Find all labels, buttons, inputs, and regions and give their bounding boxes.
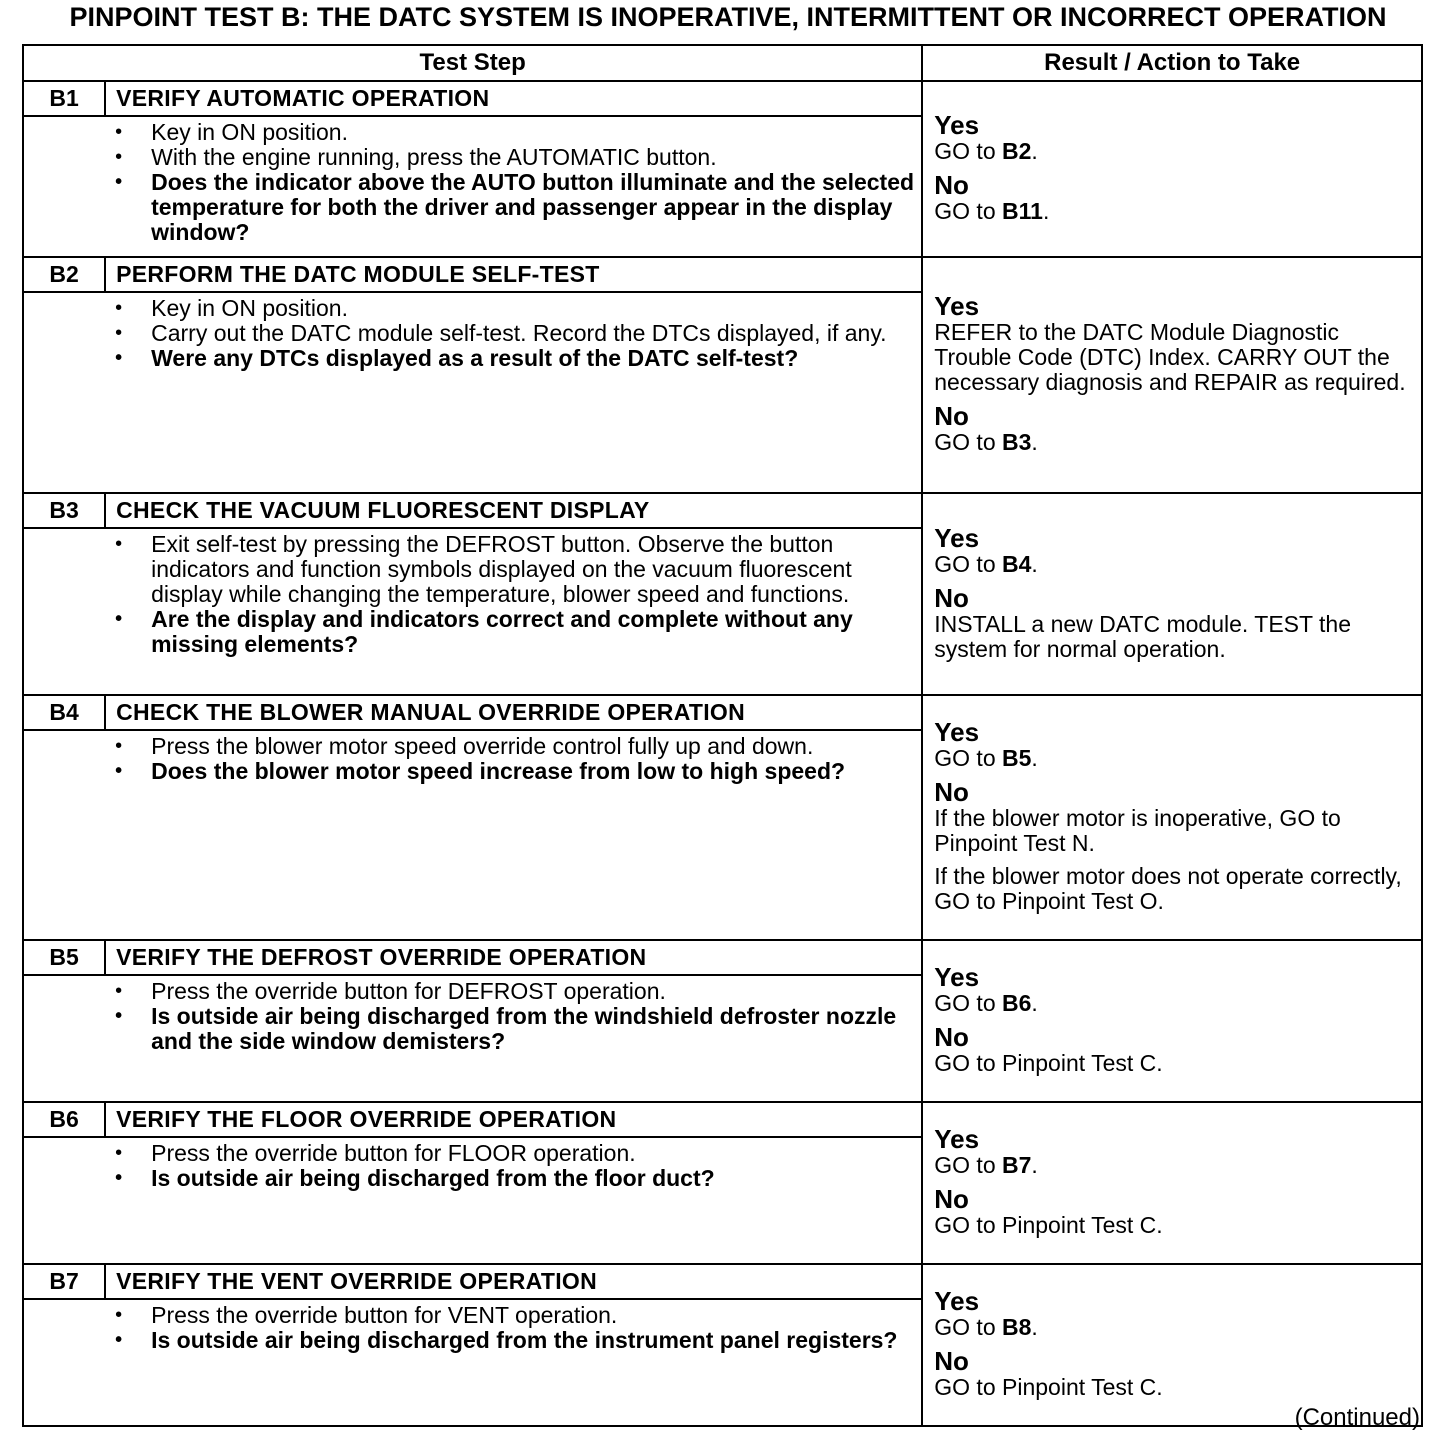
yes-prefix: GO to bbox=[934, 990, 1003, 1016]
continued-note: (Continued) bbox=[1294, 1404, 1420, 1431]
step-heading: VERIFY THE VENT OVERRIDE OPERATION bbox=[105, 1264, 922, 1299]
instruction-list bbox=[113, 1141, 915, 1191]
yes-step-ref: B6 bbox=[1002, 990, 1032, 1016]
step-heading-row bbox=[23, 1102, 1422, 1137]
yes-suffix: . bbox=[1031, 138, 1038, 164]
yes-label: Yes bbox=[934, 291, 980, 321]
step-id: B4 bbox=[23, 695, 105, 730]
no-suffix: . bbox=[1042, 198, 1050, 224]
instruction-item: • Press the override button for VENT operation. bbox=[113, 1303, 915, 1328]
instruction-item: • Key in ON position. bbox=[113, 120, 915, 145]
yes-label: Yes bbox=[934, 717, 980, 747]
yes-action bbox=[934, 1315, 1415, 1340]
yes-label: Yes bbox=[934, 1286, 980, 1316]
yes-prefix: GO to bbox=[934, 1314, 1003, 1340]
step-heading: CHECK THE BLOWER MANUAL OVERRIDE OPERATION bbox=[105, 695, 922, 730]
step-heading-row bbox=[23, 940, 1422, 975]
yes-label: Yes bbox=[934, 522, 980, 553]
table-header-row bbox=[23, 45, 1422, 81]
instruction-question: • Does the indicator above the AUTO button illuminate and the selected temperature for both the driver and passenger appear in the display window? bbox=[113, 170, 915, 245]
header-result: Result / Action to Take bbox=[922, 45, 1422, 81]
step-id: B6 bbox=[23, 1102, 105, 1137]
no-action: GO to Pinpoint Test C. bbox=[934, 1374, 1163, 1400]
no-suffix: . bbox=[1031, 429, 1038, 455]
step-result bbox=[922, 940, 1422, 1102]
instruction-item: • Press the override button for FLOOR operation. bbox=[113, 1141, 915, 1166]
instruction-item: • Press the override button for DEFROST operation. bbox=[113, 979, 915, 1004]
step-id-blank bbox=[23, 730, 105, 940]
step-heading-row bbox=[23, 257, 1422, 292]
step-instructions bbox=[105, 730, 922, 940]
step-result bbox=[922, 257, 1422, 493]
no-label: No bbox=[934, 582, 969, 613]
instruction-item: • Press the blower motor speed override control fully up and down. bbox=[113, 734, 915, 759]
instruction-item: • Exit self-test by pressing the DEFROST button. Observe the button indicators and function symbols displayed on the vacuum fluorescent display while changing the temperature, blower speed and functions. bbox=[113, 532, 915, 607]
instruction-question: • Is outside air being discharged from the instrument panel registers? bbox=[113, 1328, 915, 1353]
step-heading-row bbox=[23, 1264, 1422, 1299]
header-test-step: Test Step bbox=[23, 45, 922, 81]
yes-prefix: GO to bbox=[934, 138, 1003, 164]
no-action: GO to Pinpoint Test C. bbox=[934, 1050, 1163, 1076]
step-id: B2 bbox=[23, 257, 105, 292]
step-id-blank bbox=[23, 292, 105, 493]
instruction-list bbox=[113, 296, 915, 371]
pinpoint-test-table bbox=[22, 44, 1423, 1427]
no-action bbox=[934, 199, 1415, 224]
step-heading: VERIFY THE DEFROST OVERRIDE OPERATION bbox=[105, 940, 922, 975]
instruction-item: • Carry out the DATC module self-test. Record the DTCs displayed, if any. bbox=[113, 321, 915, 346]
yes-action bbox=[934, 552, 1415, 577]
step-heading: PERFORM THE DATC MODULE SELF-TEST bbox=[105, 257, 922, 292]
instruction-question: • Are the display and indicators correct and complete without any missing elements? bbox=[113, 607, 915, 657]
yes-action bbox=[934, 991, 1415, 1016]
yes-action bbox=[934, 746, 1415, 771]
step-id-blank bbox=[23, 1299, 105, 1426]
no-prefix: GO to bbox=[934, 429, 1003, 455]
no-action: GO to Pinpoint Test C. bbox=[934, 1212, 1163, 1238]
no-label: No bbox=[934, 1022, 969, 1052]
no-action bbox=[934, 430, 1415, 455]
step-heading: CHECK THE VACUUM FLUORESCENT DISPLAY bbox=[105, 493, 922, 528]
yes-step-ref: B5 bbox=[1002, 745, 1032, 771]
yes-suffix: . bbox=[1031, 1314, 1038, 1340]
instruction-list bbox=[113, 532, 915, 657]
step-result bbox=[922, 1102, 1422, 1264]
step-instructions bbox=[105, 1137, 922, 1264]
step-heading-row bbox=[23, 695, 1422, 730]
step-id-blank bbox=[23, 528, 105, 695]
step-result bbox=[922, 81, 1422, 257]
step-id-blank bbox=[23, 116, 105, 257]
step-heading: VERIFY THE FLOOR OVERRIDE OPERATION bbox=[105, 1102, 922, 1137]
yes-prefix: GO to bbox=[934, 550, 1003, 577]
yes-label: Yes bbox=[934, 110, 980, 140]
page-title: PINPOINT TEST B: THE DATC SYSTEM IS INOPERATIVE, INTERMITTENT OR INCORRECT OPERATION bbox=[69, 2, 1387, 32]
step-result bbox=[922, 695, 1422, 940]
instruction-list bbox=[113, 1303, 915, 1353]
step-instructions bbox=[105, 975, 922, 1102]
yes-step-ref: B2 bbox=[1002, 138, 1032, 164]
yes-action: REFER to the DATC Module Diagnostic Trouble Code (DTC) Index. CARRY OUT the necessary diagnosis and REPAIR as required. bbox=[934, 319, 1406, 395]
no-label: No bbox=[934, 1184, 969, 1214]
instruction-list bbox=[113, 120, 915, 245]
step-heading: VERIFY AUTOMATIC OPERATION bbox=[105, 81, 922, 116]
step-id: B1 bbox=[23, 81, 105, 116]
no-label: No bbox=[934, 1346, 969, 1376]
no-label: No bbox=[934, 777, 969, 807]
instruction-list bbox=[113, 979, 915, 1054]
step-id: B3 bbox=[23, 493, 105, 528]
step-id-blank bbox=[23, 1137, 105, 1264]
yes-prefix: GO to bbox=[934, 745, 1003, 771]
yes-step-ref: B7 bbox=[1002, 1152, 1032, 1178]
instruction-question: • Does the blower motor speed increase from low to high speed? bbox=[113, 759, 915, 784]
no-action-alt: If the blower motor does not operate correctly, GO to Pinpoint Test O. bbox=[934, 863, 1402, 914]
instruction-item: • With the engine running, press the AUTOMATIC button. bbox=[113, 145, 915, 170]
yes-suffix: . bbox=[1031, 745, 1038, 771]
step-result bbox=[922, 493, 1422, 695]
instruction-question: • Is outside air being discharged from the floor duct? bbox=[113, 1166, 915, 1191]
yes-suffix: . bbox=[1031, 990, 1038, 1016]
yes-action bbox=[934, 1153, 1415, 1178]
no-action: If the blower motor is inoperative, GO to Pinpoint Test N. bbox=[934, 805, 1341, 856]
yes-label: Yes bbox=[934, 1124, 980, 1154]
no-prefix: GO to bbox=[934, 198, 1003, 224]
instruction-question: • Were any DTCs displayed as a result of the DATC self-test? bbox=[113, 346, 915, 371]
yes-action bbox=[934, 139, 1415, 164]
step-id: B7 bbox=[23, 1264, 105, 1299]
no-action: INSTALL a new DATC module. TEST the system for normal operation. bbox=[934, 610, 1351, 662]
instruction-list bbox=[113, 734, 915, 784]
step-instructions bbox=[105, 292, 922, 493]
no-step-ref: B3 bbox=[1002, 429, 1032, 455]
step-instructions bbox=[105, 116, 922, 257]
yes-step-ref: B4 bbox=[1002, 550, 1032, 577]
step-heading-row bbox=[23, 493, 1422, 528]
no-label: No bbox=[934, 170, 969, 200]
yes-suffix: . bbox=[1031, 1152, 1038, 1178]
instruction-question: • Is outside air being discharged from the windshield defroster nozzle and the side window demisters? bbox=[113, 1004, 915, 1054]
step-result bbox=[922, 1264, 1422, 1426]
no-step-ref: B11 bbox=[1002, 198, 1043, 224]
no-label: No bbox=[934, 401, 969, 431]
yes-step-ref: B8 bbox=[1002, 1314, 1032, 1340]
yes-suffix: . bbox=[1031, 550, 1038, 577]
yes-prefix: GO to bbox=[934, 1152, 1003, 1178]
instruction-item: • Key in ON position. bbox=[113, 296, 915, 321]
step-instructions bbox=[105, 1299, 922, 1426]
step-id: B5 bbox=[23, 940, 105, 975]
yes-label: Yes bbox=[934, 962, 980, 992]
step-instructions bbox=[105, 528, 922, 695]
step-heading-row bbox=[23, 81, 1422, 116]
step-id-blank bbox=[23, 975, 105, 1102]
